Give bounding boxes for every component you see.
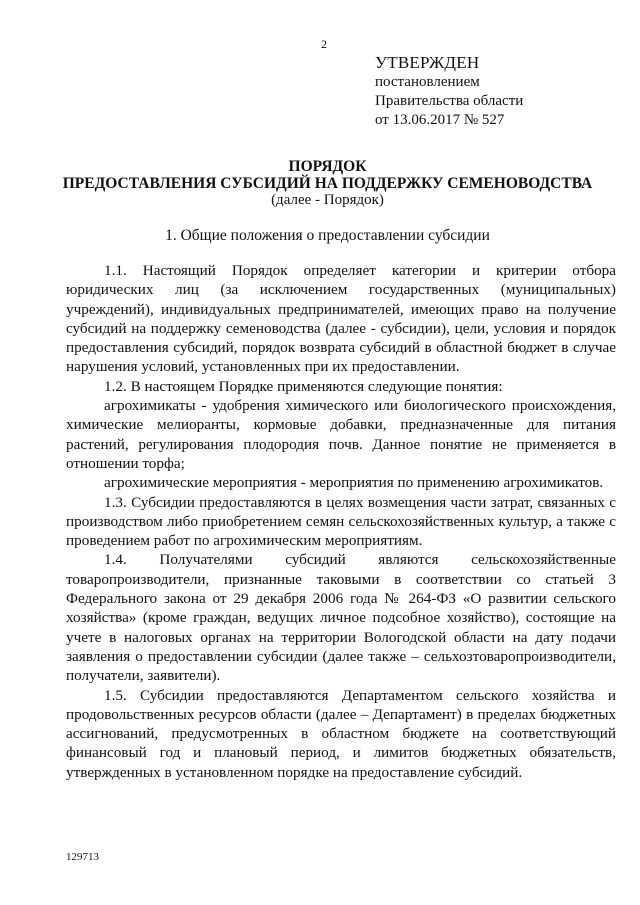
document-title-line: ПОРЯДОК [288, 158, 367, 175]
page-number: 2 [321, 37, 327, 51]
document-code: 129713 [66, 851, 99, 863]
section-heading: 1. Общие положения о предоставлении субсидии [165, 227, 490, 244]
approval-date: от 13.06.2017 № 527 [375, 112, 505, 128]
paragraph-1-5: 1.5. Субсидии предоставляются Департаментом сельского хозяйства и продовольственных ресурсов области (далее – Департамент) в пределах бюджетных ассигнований, предусмотренных в областном бюджете на соответствующий финансовый год и плановый период, и лимитов бюджетных обязательств, утвержденных в установленном порядке на предоставление субсидий. [66, 686, 616, 781]
paragraph-1-2: 1.2. В настоящем Порядке применяются следующие понятия: [104, 377, 503, 395]
approval-title: УТВЕРЖДЕН [375, 53, 480, 72]
document-body [66, 261, 616, 782]
document-subtitle: (далее - Порядок) [271, 192, 384, 208]
paragraph-1-1: 1.1. Настоящий Порядок определяет категории и критерии отбора юридических лиц (за исключением государственных (муниципальных) учреждений), индивидуальных предпринимателей, имеющих право на получение субсидий на поддержку семеноводства (далее - субсидии), цели, условия и порядок предоставления субсидий, порядок возврата субсидий в областной бюджет в случае нарушения условий, установленных при их предоставлении. [66, 262, 616, 376]
approval-stamp-block [375, 52, 615, 130]
definition-agrochemicals: агрохимикаты - удобрения химического или биологического происхождения, химические мелиоранты, кормовые добавки, предназначенные для питания растений, регулирования плодородия почв. Данное понятие не применяется в отношении торфа; [66, 397, 616, 472]
document-title-line: ПРЕДОСТАВЛЕНИЯ СУБСИДИЙ НА ПОДДЕРЖКУ СЕМЕНОВОДСТВА [62, 175, 593, 192]
approval-line: Правительства области [375, 93, 524, 109]
paragraph-1-3: 1.3. Субсидии предоставляются в целях возмещения части затрат, связанных с производством либо приобретением семян сельскохозяйственных культур, а также с проведением работ по агрохимическим мероприятиям. [66, 493, 616, 550]
definition-agrochemical-measures: агрохимические мероприятия - мероприятия по применению агрохимикатов. [104, 474, 604, 492]
document-title [40, 158, 615, 192]
paragraph-1-4: 1.4. Получателями субсидий являются сельскохозяйственные товаропроизводители, признанные таковыми в соответствии со статьей 3 Федерального закона от 29 декабря 2006 года № 264-ФЗ «О развитии сельского хозяйства» (кроме граждан, ведущих личное подсобное хозяйство), состоящие на учете в налоговых органах на территории Вологодской области на дату подачи заявления о предоставлении субсидии (далее также – сельхозтоваропроизводители, получатели, заявители). [66, 551, 616, 685]
approval-line: постановлением [375, 74, 480, 90]
